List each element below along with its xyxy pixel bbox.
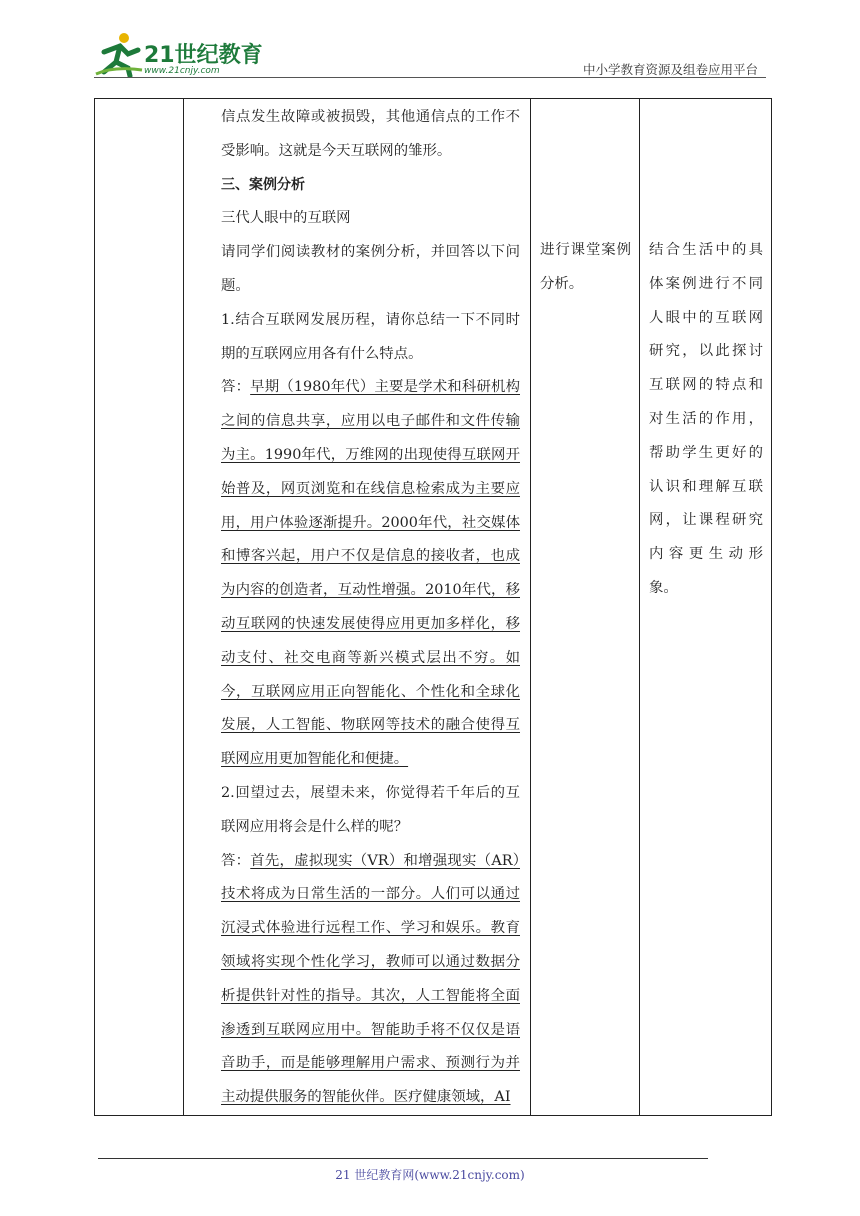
logo-text: 21世纪教育	[144, 43, 263, 68]
design-intent-cell	[640, 99, 772, 1116]
logo-url: www.21cnjy.com	[144, 66, 220, 76]
answer-2-text: 首先，虚拟现实（VR）和增强现实（AR）技术将成为日常生活的一部分。人们可以通过沉浸式体验进行远程工作、学习和娱乐。教育领域将实现个性化学习，教师可以通过数据分析提供针对性的指导。其次，人工智能将全面渗透到互联网应用中。智能助手将不仅仅是语音助手，而是能够理解用户需求、预测行为并主动提供服务的智能伙伴。医疗健康领域，AI	[221, 852, 520, 1106]
section-title: 三、案例分析	[221, 176, 305, 193]
answer-2	[221, 845, 520, 1115]
site-logo[interactable]	[94, 30, 264, 80]
lesson-table	[94, 98, 772, 1116]
student-activity-text: 进行课堂案例分析。	[540, 242, 631, 292]
answer-1-prefix: 答：	[221, 379, 251, 396]
question-1: 1.结合互联网发展历程，请你总结一下不同时期的互联网应用各有什么特点。	[221, 311, 520, 362]
runner-logo-icon	[94, 30, 144, 78]
design-intent-text: 结合生活中的具体案例进行不同人眼中的互联网研究，以此探讨互联网的特点和对生活的作用，帮助学生更好的认识和理解互联网，让课程研究内容更生动形象。	[649, 242, 763, 596]
answer-1	[221, 371, 520, 777]
teacher-activity-cell	[184, 99, 531, 1116]
footer-divider	[98, 1158, 708, 1159]
answer-1-text: 早期（1980年代）主要是学术和科研机构之间的信息共享，应用以电子邮件和文件传输为主。1990年代，万维网的出现使得互联网开始普及，网页浏览和在线信息检索成为主要应用，用户体验逐渐提升。2000年代，社交媒体和博客兴起，用户不仅是信息的接收者，也成为内容的创造者，互动性增强。2010年代，移动互联网的快速发展使得应用更加多样化，移动支付、社交电商等新兴模式层出不穷。如今，互联网应用正向智能化、个性化和全球化发展，人工智能、物联网等技术的融合使得互联网应用更加智能化和便捷。	[221, 379, 520, 768]
platform-name: 中小学教育资源及组卷应用平台	[582, 62, 758, 77]
student-activity-cell	[531, 99, 640, 1116]
header-divider	[94, 77, 766, 78]
footer-link[interactable]: 21 世纪教育网(www.21cnjy.com)	[335, 1168, 525, 1182]
question-2: 2.回望过去，展望未来，你觉得若千年后的互联网应用将会是什么样的呢？	[221, 784, 520, 835]
stage-cell	[95, 99, 184, 1116]
page-header	[94, 30, 766, 80]
answer-2-prefix: 答：	[221, 852, 251, 869]
intro-text: 信点发生故障或被损毁，其他通信点的工作不受影响。这就是今天互联网的雏形。	[221, 109, 520, 159]
case-title: 三代人眼中的互联网	[221, 210, 351, 227]
instruction-text: 请同学们阅读教材的案例分析，并回答以下问题。	[221, 244, 520, 294]
